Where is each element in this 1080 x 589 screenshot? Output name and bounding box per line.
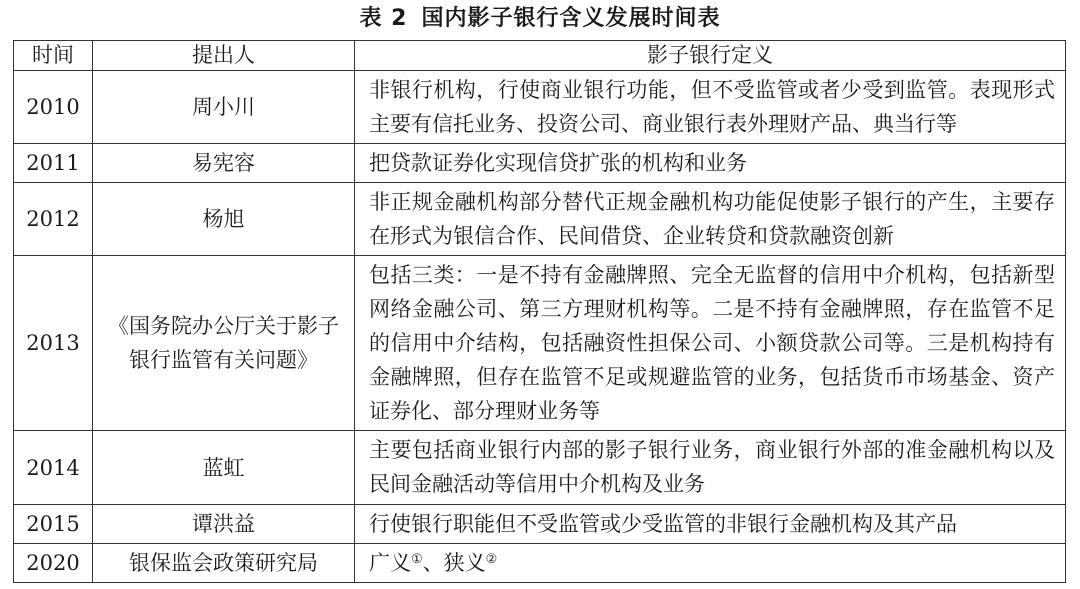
- column-header-time: 时间: [14, 41, 93, 71]
- table-row: [14, 431, 1066, 505]
- proposer-cell: 易宪容: [93, 144, 355, 183]
- proposer-cell: 《国务院办公厅关于影子银行监管有关问题》: [93, 256, 355, 431]
- proposer-cell: 周小川: [93, 71, 355, 144]
- column-header-definition: 影子银行定义: [355, 41, 1066, 71]
- proposer-cell: 谭洪益: [93, 505, 355, 544]
- definition-narrow: 狭义: [443, 551, 486, 575]
- definition-separator: 、: [422, 551, 444, 575]
- definition-cell: 主要包括商业银行内部的影子银行业务，商业银行外部的准金融机构以及民间金融活动等信用中介机构及业务: [355, 431, 1066, 505]
- definition-cell: 把贷款证券化实现信贷扩张的机构和业务: [355, 144, 1066, 183]
- table-header-row: [14, 41, 1066, 71]
- footnote-marker-2: ②: [485, 552, 498, 567]
- year-cell: 2011: [14, 144, 93, 183]
- definition-cell: 非正规金融机构部分替代正规金融机构功能促使影子银行的产生，主要存在形式为银信合作、民间借贷、企业转贷和贷款融资创新: [355, 183, 1066, 256]
- table-number: 表 2: [359, 6, 408, 31]
- definition-cell: 行使银行职能但不受监管或少受监管的非银行金融机构及其产品: [355, 505, 1066, 544]
- year-cell: 2014: [14, 431, 93, 505]
- table-row: [14, 183, 1066, 256]
- year-cell: 2012: [14, 183, 93, 256]
- proposer-cell: 银保监会政策研究局: [93, 544, 355, 583]
- table-caption: [0, 4, 1080, 34]
- table-row: [14, 256, 1066, 431]
- table-row: [14, 71, 1066, 144]
- column-header-proposer: 提出人: [93, 41, 355, 71]
- proposer-cell: 杨旭: [93, 183, 355, 256]
- table-row: [14, 544, 1066, 583]
- definition-cell: [355, 544, 1066, 583]
- proposer-cell: 蓝虹: [93, 431, 355, 505]
- year-cell: 2020: [14, 544, 93, 583]
- table-title: 国内影子银行含义发展时间表: [421, 6, 721, 31]
- table-row: [14, 144, 1066, 183]
- definition-cell: 非银行机构，行使商业银行功能，但不受监管或者少受到监管。表现形式主要有信托业务、投资公司、商业银行表外理财产品、典当行等: [355, 71, 1066, 144]
- year-cell: 2015: [14, 505, 93, 544]
- footnote-marker-1: ①: [411, 552, 423, 567]
- table-row: [14, 505, 1066, 544]
- year-cell: 2013: [14, 256, 93, 431]
- definition-cell: 包括三类：一是不持有金融牌照、完全无监督的信用中介机构，包括新型网络金融公司、第三方理财机构等。二是不持有金融牌照，存在监管不足的信用中介结构，包括融资性担保公司、小额贷款公司等。三是机构持有金融牌照，但存在监管不足或规避监管的业务，包括货币市场基金、资产证券化、部分理财业务等: [355, 256, 1066, 431]
- shadow-banking-table: [13, 40, 1066, 583]
- year-cell: 2010: [14, 71, 93, 144]
- definition-broad: 广义: [369, 551, 411, 575]
